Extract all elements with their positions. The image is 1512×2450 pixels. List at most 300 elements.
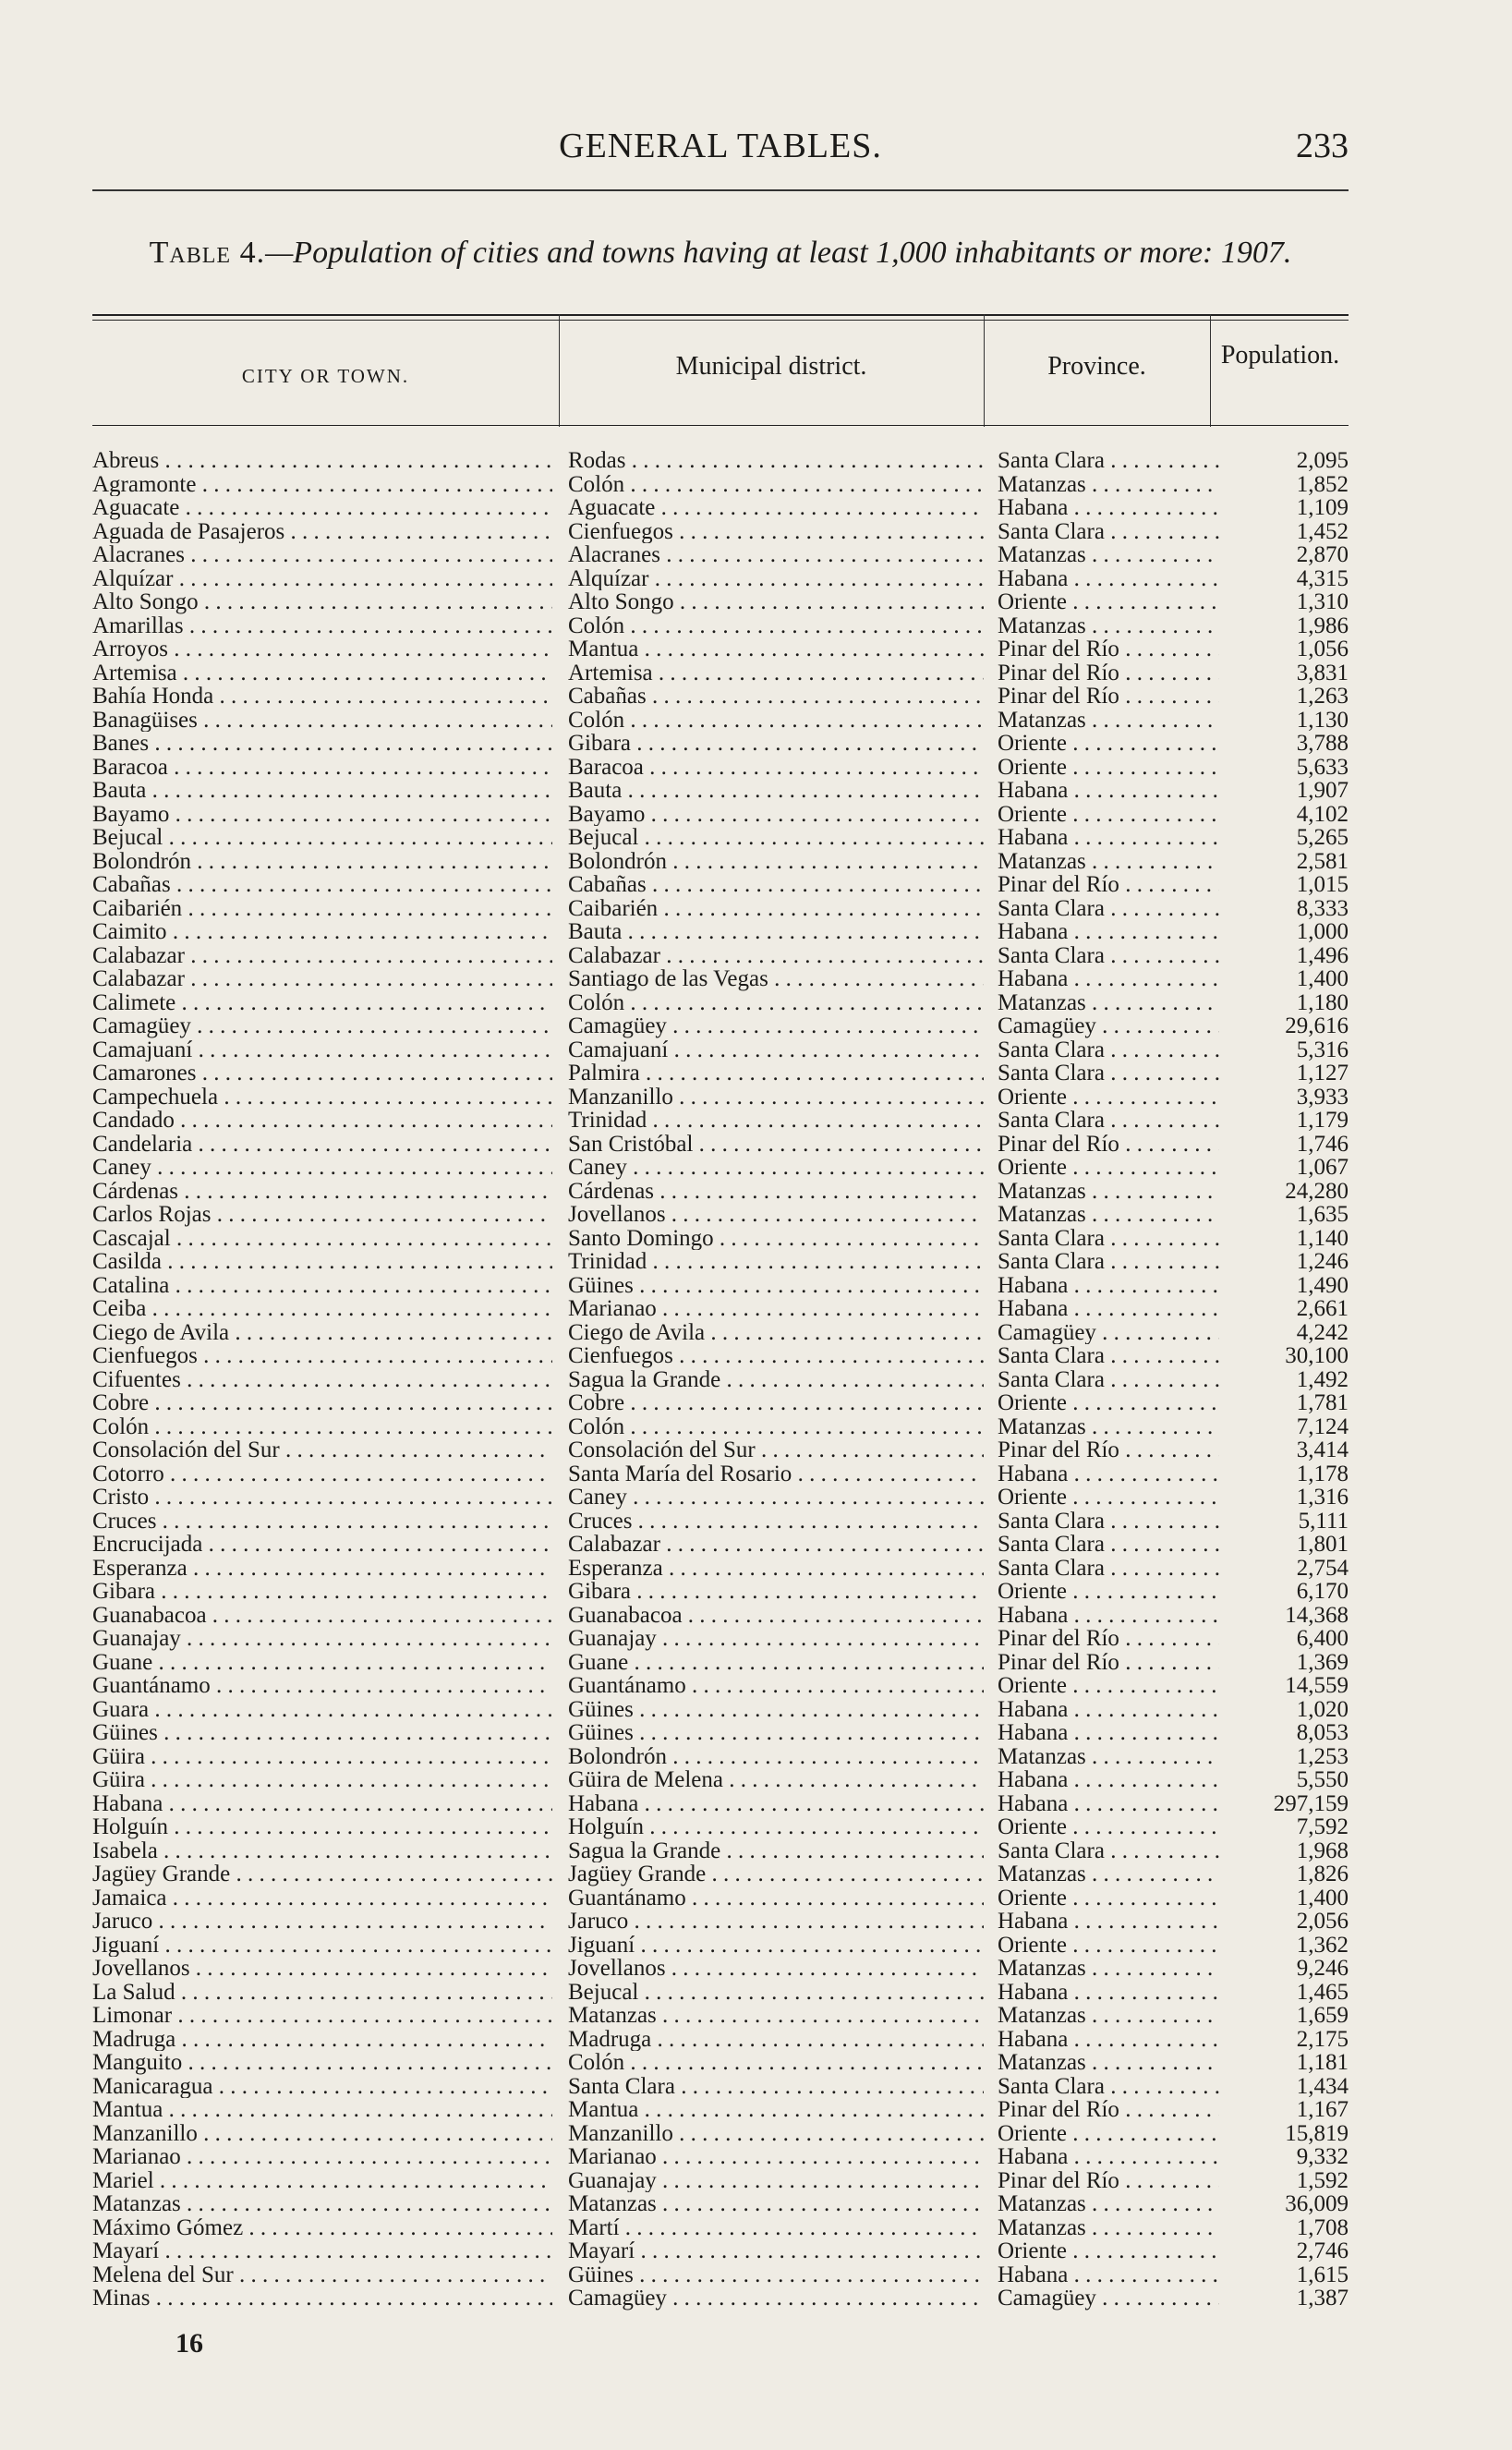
table-row [92, 1651, 1349, 1675]
cell-city: Casilda . . . [92, 1250, 552, 1274]
cell-province: Santa Clara . . . [998, 1250, 1219, 1274]
table-row [92, 850, 1349, 874]
table-row [92, 2028, 1349, 2052]
cell-population: 15,819 [1285, 2121, 1349, 2145]
cell-population: 2,581 [1296, 849, 1349, 873]
table-body [92, 449, 1349, 2311]
cell-city: Güira . . . [92, 1768, 552, 1792]
table-row [92, 2263, 1349, 2287]
cell-district: Palmira . . . [568, 1061, 984, 1086]
cell-city: Baracoa . . . [92, 756, 552, 780]
table-row [92, 2075, 1349, 2099]
table-row [92, 567, 1349, 591]
cell-population: 8,053 [1296, 1721, 1349, 1745]
cell-province: Matanzas . . . [998, 614, 1219, 638]
cell-city: Bauta . . . [92, 779, 552, 803]
cell-province: Matanzas . . . [998, 709, 1219, 733]
cell-district: Ciego de Avila . . . [568, 1321, 984, 1345]
cell-population: 1,178 [1296, 1462, 1349, 1486]
table-row [92, 1250, 1349, 1274]
cell-population: 1,852 [1296, 472, 1349, 496]
cell-city: Cristo . . . [92, 1486, 552, 1510]
cell-city: Abreus . . . [92, 449, 552, 473]
table-row [92, 1203, 1349, 1227]
cell-city: Guane . . . [92, 1651, 552, 1675]
table-row [92, 1604, 1349, 1628]
cell-city: Manguito . . . [92, 2051, 552, 2075]
cell-province: Santa Clara . . . [998, 449, 1219, 473]
cell-province: Matanzas . . . [998, 1957, 1219, 1981]
table-row [92, 1438, 1349, 1462]
signature-mark: 16 [175, 2328, 203, 2359]
column-header-city: CITY OR TOWN. [241, 365, 410, 387]
cell-district: Guantánamo . . . [568, 1886, 984, 1910]
table-row [92, 473, 1349, 497]
cell-district: Sagua la Grande . . . [568, 1368, 984, 1392]
cell-city: Melena del Sur . . . [92, 2263, 552, 2287]
table-row [92, 1227, 1349, 1251]
table-row [92, 1957, 1349, 1981]
cell-district: Marianao . . . [568, 2145, 984, 2169]
cell-province: Matanzas . . . [998, 473, 1219, 497]
cell-population: 1,826 [1296, 1862, 1349, 1886]
cell-city: Mayarí . . . [92, 2239, 552, 2263]
cell-province: Habana . . . [998, 1274, 1219, 1298]
cell-province: Habana . . . [998, 2263, 1219, 2287]
table-row [92, 920, 1349, 944]
cell-district: Bejucal . . . [568, 826, 984, 850]
cell-city: Encrucijada . . . [92, 1533, 552, 1557]
cell-population: 1,015 [1296, 873, 1349, 897]
cell-province: Camagüey . . . [998, 1014, 1219, 1038]
cell-population: 14,559 [1285, 1674, 1349, 1698]
cell-province: Habana . . . [998, 1721, 1219, 1745]
table-row [92, 1297, 1349, 1321]
cell-district: Cienfuegos . . . [568, 1344, 984, 1368]
cell-population: 1,246 [1296, 1250, 1349, 1274]
table-row [92, 2239, 1349, 2263]
cell-city: Artemisa . . . [92, 661, 552, 685]
cell-population: 1,167 [1296, 2098, 1349, 2122]
cell-district: Colón . . . [568, 473, 984, 497]
cell-province: Habana . . . [998, 967, 1219, 991]
cell-city: Manzanillo . . . [92, 2122, 552, 2146]
table-row [92, 637, 1349, 661]
cell-population: 9,246 [1296, 1957, 1349, 1981]
cell-province: Oriente . . . [998, 2239, 1219, 2263]
cell-city: Güira . . . [92, 1745, 552, 1769]
table-row [92, 1321, 1349, 1345]
cell-city: Banagüises . . . [92, 709, 552, 733]
table-row [92, 1510, 1349, 1534]
table-row [92, 1627, 1349, 1651]
cell-district: Camagüey . . . [568, 2286, 984, 2311]
cell-province: Oriente . . . [998, 1815, 1219, 1839]
cell-district: Calabazar . . . [568, 1533, 984, 1557]
cell-province: Habana . . . [998, 920, 1219, 944]
cell-province: Oriente . . . [998, 1086, 1219, 1110]
cell-population: 1,056 [1296, 637, 1349, 661]
cell-province: Santa Clara . . . [998, 1061, 1219, 1086]
cell-province: Oriente . . . [998, 1391, 1219, 1415]
cell-district: Colón . . . [568, 614, 984, 638]
cell-city: Güines . . . [92, 1721, 552, 1745]
cell-population: 2,746 [1296, 2239, 1349, 2263]
cell-city: Marianao . . . [92, 2145, 552, 2169]
table-row [92, 1486, 1349, 1510]
table-row [92, 897, 1349, 921]
cell-district: Guantánamo . . . [568, 1674, 984, 1698]
cell-city: Caimito . . . [92, 920, 552, 944]
cell-district: Martí . . . [568, 2216, 984, 2240]
cell-city: Mantua . . . [92, 2098, 552, 2122]
cell-population: 1,615 [1296, 2262, 1349, 2286]
cell-population: 3,414 [1296, 1438, 1349, 1462]
cell-province: Camagüey . . . [998, 2286, 1219, 2311]
column-header-population: Population. [1220, 341, 1340, 370]
cell-city: Colón . . . [92, 1415, 552, 1439]
cell-population: 1,000 [1296, 920, 1349, 944]
cell-district: Colón . . . [568, 2051, 984, 2075]
table-row [92, 779, 1349, 803]
cell-city: Calabazar . . . [92, 944, 552, 968]
table-row [92, 1368, 1349, 1392]
cell-population: 4,102 [1296, 802, 1349, 826]
cell-city: Limonar . . . [92, 2004, 552, 2028]
cell-province: Habana . . . [998, 826, 1219, 850]
cell-province: Habana . . . [998, 1981, 1219, 2005]
cell-district: Alquízar . . . [568, 567, 984, 591]
cell-province: Pinar del Río . . . [998, 1627, 1219, 1651]
table-row [92, 873, 1349, 897]
cell-province: Oriente . . . [998, 1580, 1219, 1604]
cell-province: Oriente . . . [998, 803, 1219, 827]
cell-population: 1,369 [1296, 1650, 1349, 1674]
table-row [92, 1109, 1349, 1133]
cell-province: Oriente . . . [998, 1674, 1219, 1698]
cell-population: 1,400 [1296, 1886, 1349, 1910]
cell-city: Bayamo . . . [92, 803, 552, 827]
cell-city: Minas . . . [92, 2286, 552, 2311]
cell-district: Trinidad . . . [568, 1109, 984, 1133]
cell-district: Colón . . . [568, 709, 984, 733]
cell-city: Catalina . . . [92, 1274, 552, 1298]
cell-population: 1,708 [1296, 2215, 1349, 2239]
cell-district: Madruga . . . [568, 2028, 984, 2052]
table-row [92, 732, 1349, 756]
cell-province: Habana . . . [998, 1604, 1219, 1628]
cell-population: 1,130 [1296, 708, 1349, 732]
cell-province: Santa Clara . . . [998, 1839, 1219, 1863]
cell-population: 1,986 [1296, 613, 1349, 637]
cell-population: 1,496 [1296, 943, 1349, 967]
table-row [92, 2051, 1349, 2075]
cell-province: Pinar del Río . . . [998, 873, 1219, 897]
cell-city: Calabazar . . . [92, 967, 552, 991]
cell-district: Gibara . . . [568, 732, 984, 756]
table-row [92, 1981, 1349, 2005]
table-row [92, 543, 1349, 567]
cell-district: Matanzas . . . [568, 2004, 984, 2028]
cell-population: 7,124 [1296, 1414, 1349, 1438]
cell-city: Calimete . . . [92, 991, 552, 1015]
cell-city: Consolación del Sur . . . [92, 1438, 552, 1462]
cell-city: Candelaria . . . [92, 1133, 552, 1157]
cell-population: 1,490 [1296, 1273, 1349, 1297]
cell-district: Cárdenas . . . [568, 1180, 984, 1204]
cell-district: Jaruco . . . [568, 1910, 984, 1934]
table-row [92, 1086, 1349, 1110]
cell-city: Máximo Gómez . . . [92, 2216, 552, 2240]
cell-city: Cifuentes . . . [92, 1368, 552, 1392]
cell-province: Pinar del Río . . . [998, 2098, 1219, 2122]
cell-district: Camajuaní . . . [568, 1038, 984, 1062]
cell-city: Guanajay . . . [92, 1627, 552, 1651]
cell-province: Santa Clara . . . [998, 1557, 1219, 1581]
cell-district: Trinidad . . . [568, 1250, 984, 1274]
cell-population: 1,127 [1296, 1061, 1349, 1086]
cell-district: Alto Songo . . . [568, 590, 984, 614]
cell-city: Jiguaní . . . [92, 1934, 552, 1958]
table-caption [92, 233, 1349, 273]
cell-province: Pinar del Río . . . [998, 1651, 1219, 1675]
table-row [92, 967, 1349, 991]
cell-district: Colón . . . [568, 991, 984, 1015]
cell-population: 5,111 [1298, 1509, 1349, 1533]
cell-population: 6,170 [1296, 1580, 1349, 1604]
cell-province: Santa Clara . . . [998, 520, 1219, 544]
cell-population: 5,633 [1296, 755, 1349, 779]
cell-province: Matanzas . . . [998, 2004, 1219, 2028]
table-row [92, 2192, 1349, 2216]
page-number: 233 [1296, 127, 1349, 165]
table-row [92, 1886, 1349, 1910]
table-row [92, 1274, 1349, 1298]
cell-population: 2,056 [1296, 1910, 1349, 1934]
cell-city: Guantánamo . . . [92, 1674, 552, 1698]
cell-district: Consolación del Sur . . . [568, 1438, 984, 1462]
cell-province: Habana . . . [998, 1910, 1219, 1934]
table-row [92, 1133, 1349, 1157]
table-row [92, 1745, 1349, 1769]
table-row [92, 1721, 1349, 1745]
cell-population: 8,333 [1296, 896, 1349, 920]
table-row [92, 614, 1349, 638]
cell-province: Matanzas . . . [998, 850, 1219, 874]
cell-district: Bayamo . . . [568, 803, 984, 827]
cell-province: Santa Clara . . . [998, 944, 1219, 968]
cell-population: 6,400 [1296, 1627, 1349, 1651]
cell-district: Esperanza . . . [568, 1557, 984, 1581]
table-title: —Population of cities and towns having at least 1,000 inhabitants or more: 1907. [265, 236, 1292, 270]
cell-province: Santa Clara . . . [998, 1038, 1219, 1062]
table-row [92, 1792, 1349, 1816]
cell-city: Bahía Honda . . . [92, 685, 552, 709]
cell-province: Habana . . . [998, 2028, 1219, 2052]
cell-district: Mantua . . . [568, 637, 984, 661]
cell-city: Aguada de Pasajeros . . . [92, 520, 552, 544]
cell-city: Ceiba . . . [92, 1297, 552, 1321]
cell-population: 9,332 [1296, 2145, 1349, 2169]
cell-city: Mariel . . . [92, 2169, 552, 2193]
cell-district: Caney . . . [568, 1156, 984, 1180]
cell-province: Habana . . . [998, 1462, 1219, 1486]
table-row [92, 944, 1349, 968]
cell-province: Pinar del Río . . . [998, 661, 1219, 685]
cell-population: 2,754 [1296, 1556, 1349, 1580]
cell-population: 1,400 [1296, 967, 1349, 991]
cell-district: Matanzas . . . [568, 2192, 984, 2216]
cell-province: Pinar del Río . . . [998, 1133, 1219, 1157]
cell-population: 14,368 [1285, 1603, 1349, 1627]
cell-district: Guanajay . . . [568, 1627, 984, 1651]
cell-population: 1,801 [1296, 1533, 1349, 1557]
column-header-district: Municipal district. [675, 352, 867, 381]
cell-province: Habana . . . [998, 1297, 1219, 1321]
cell-province: Santa Clara . . . [998, 897, 1219, 921]
cell-population: 1,907 [1296, 779, 1349, 803]
cell-population: 1,434 [1296, 2074, 1349, 2098]
table-row [92, 756, 1349, 780]
table-row [92, 709, 1349, 733]
cell-province: Habana . . . [998, 1698, 1219, 1722]
table-row [92, 1698, 1349, 1722]
cell-province: Matanzas . . . [998, 1415, 1219, 1439]
cell-city: Jamaica . . . [92, 1886, 552, 1910]
table-row [92, 1557, 1349, 1581]
table-row [92, 1415, 1349, 1439]
table-row [92, 1862, 1349, 1886]
cell-district: Manzanillo . . . [568, 2122, 984, 2146]
cell-population: 30,100 [1285, 1344, 1349, 1368]
table-row [92, 1839, 1349, 1863]
cell-province: Oriente . . . [998, 732, 1219, 756]
cell-population: 29,616 [1285, 1014, 1349, 1038]
cell-city: Campechuela . . . [92, 1086, 552, 1110]
cell-population: 3,831 [1296, 661, 1349, 685]
cell-population: 3,788 [1296, 732, 1349, 756]
cell-population: 4,315 [1296, 566, 1349, 590]
cell-province: Habana . . . [998, 1768, 1219, 1792]
cell-city: Cotorro . . . [92, 1462, 552, 1486]
cell-district: Calabazar . . . [568, 944, 984, 968]
column-header-province: Province. [1047, 352, 1146, 381]
cell-province: Matanzas . . . [998, 1862, 1219, 1886]
cell-city: Caney . . . [92, 1156, 552, 1180]
cell-population: 1,109 [1296, 496, 1349, 520]
cell-province: Santa Clara . . . [998, 1344, 1219, 1368]
cell-city: Banes . . . [92, 732, 552, 756]
cell-population: 1,316 [1296, 1486, 1349, 1510]
cell-city: Alacranes . . . [92, 543, 552, 567]
cell-province: Oriente . . . [998, 1886, 1219, 1910]
cell-district: Cobre . . . [568, 1391, 984, 1415]
cell-district: Jiguaní . . . [568, 1934, 984, 1958]
cell-province: Habana . . . [998, 2145, 1219, 2169]
cell-district: Santa María del Rosario . . . [568, 1462, 984, 1486]
cell-population: 1,746 [1296, 1132, 1349, 1156]
cell-district: Santa Clara . . . [568, 2075, 984, 2099]
cell-province: Matanzas . . . [998, 1180, 1219, 1204]
cell-province: Santa Clara . . . [998, 2075, 1219, 2099]
table-row [92, 1014, 1349, 1038]
cell-province: Matanzas . . . [998, 2051, 1219, 2075]
cell-population: 1,659 [1296, 2004, 1349, 2028]
cell-district: Sagua la Grande . . . [568, 1839, 984, 1863]
table-row [92, 1391, 1349, 1415]
table-row [92, 1533, 1349, 1557]
cell-district: Bauta . . . [568, 779, 984, 803]
cell-province: Matanzas . . . [998, 543, 1219, 567]
cell-population: 1,179 [1296, 1109, 1349, 1133]
table-row [92, 520, 1349, 544]
table-top-rule-thin [92, 320, 1349, 321]
cell-district: Artemisa . . . [568, 661, 984, 685]
cell-city: Cobre . . . [92, 1391, 552, 1415]
cell-district: Santo Domingo . . . [568, 1227, 984, 1251]
cell-city: Cruces . . . [92, 1510, 552, 1534]
cell-population: 1,067 [1296, 1156, 1349, 1180]
table-row [92, 2145, 1349, 2169]
cell-district: Bejucal . . . [568, 1981, 984, 2005]
cell-population: 24,280 [1285, 1179, 1349, 1203]
cell-district: Güines . . . [568, 1721, 984, 1745]
cell-population: 1,263 [1296, 685, 1349, 709]
cell-province: Pinar del Río . . . [998, 685, 1219, 709]
cell-city: Caibarién . . . [92, 897, 552, 921]
cell-city: Candado . . . [92, 1109, 552, 1133]
table-top-rule [92, 314, 1349, 316]
cell-city: Cienfuegos . . . [92, 1344, 552, 1368]
cell-population: 1,592 [1296, 2168, 1349, 2192]
cell-district: San Cristóbal . . . [568, 1133, 984, 1157]
table-row [92, 1180, 1349, 1204]
table-row [92, 661, 1349, 685]
cell-city: Agramonte . . . [92, 473, 552, 497]
cell-province: Pinar del Río . . . [998, 637, 1219, 661]
cell-district: Güines . . . [568, 1698, 984, 1722]
cell-city: Camagüey . . . [92, 1014, 552, 1038]
cell-population: 2,095 [1296, 449, 1349, 473]
running-head [92, 126, 1349, 172]
cell-district: Guanajay . . . [568, 2169, 984, 2193]
cell-province: Habana . . . [998, 496, 1219, 520]
cell-province: Santa Clara . . . [998, 1510, 1219, 1534]
cell-population: 1,020 [1296, 1697, 1349, 1721]
cell-city: Camajuaní . . . [92, 1038, 552, 1062]
cell-population: 1,140 [1296, 1226, 1349, 1250]
cell-city: Cascajal . . . [92, 1227, 552, 1251]
table-row [92, 1934, 1349, 1958]
cell-province: Habana . . . [998, 567, 1219, 591]
cell-population: 1,465 [1296, 1980, 1349, 2004]
table-row [92, 496, 1349, 520]
cell-district: Marianao . . . [568, 1297, 984, 1321]
cell-province: Oriente . . . [998, 756, 1219, 780]
table-row [92, 2098, 1349, 2122]
table-row [92, 826, 1349, 850]
cell-population: 4,242 [1296, 1320, 1349, 1344]
column-divider [1210, 314, 1211, 427]
cell-city: Bejucal . . . [92, 826, 552, 850]
cell-province: Matanzas . . . [998, 991, 1219, 1015]
cell-population: 1,180 [1296, 990, 1349, 1014]
table-row [92, 1462, 1349, 1486]
cell-city: La Salud . . . [92, 1981, 552, 2005]
cell-city: Aguacate . . . [92, 496, 552, 520]
cell-city: Cárdenas . . . [92, 1180, 552, 1204]
table-row [92, 590, 1349, 614]
